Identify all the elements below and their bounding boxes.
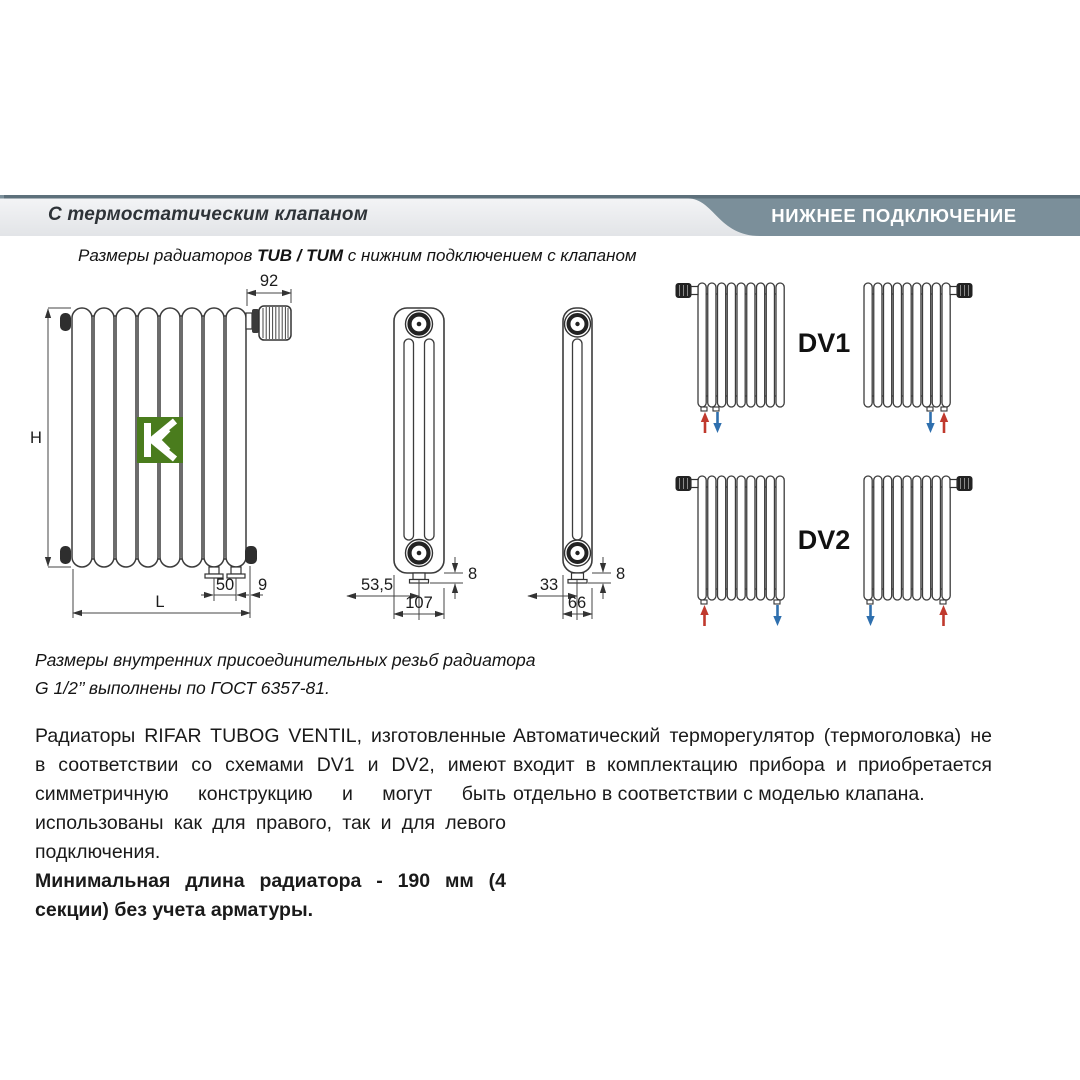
dv2-left-supply-arrow-icon [700, 605, 708, 626]
dim-label-66: 66 [567, 594, 587, 612]
dim-label-107: 107 [405, 594, 433, 612]
dv2-left-valve-icon [676, 477, 698, 491]
dv2-left-return-arrow-icon [773, 605, 781, 626]
end-plug-top-left [60, 313, 71, 331]
paragraph-thermostat: Автоматический терморегулятор (термоголовка) не входит в комплектацию прибора и приобретается отдельно в соответствии с моделью клапана. [513, 725, 992, 805]
body-column-left [35, 722, 506, 925]
paragraph-symmetry: Радиаторы RIFAR TUBOG VENTIL, изготовленные в соответствии со схемами DV1 и DV2, имеют симметричную конструкцию и могут быть использованы как для правого, так и для левого подключения. [35, 725, 506, 863]
tub-bottom-port [406, 540, 433, 567]
dim-label-92: 92 [259, 272, 279, 290]
dimension-H [48, 308, 71, 567]
dv2-right-supply-arrow-icon [939, 605, 947, 626]
dim-label-L: L [155, 593, 165, 611]
dv2-right-return-arrow-icon [866, 605, 874, 626]
dv1-right-valve-icon [950, 284, 972, 298]
section-label: НИЖНЕЕ ПОДКЛЮЧЕНИЕ [771, 205, 1017, 226]
dv1-left-return-arrow-icon [713, 412, 721, 433]
paragraph-min-length: Минимальная длина радиатора - 190 мм (4 секции) без учета арматуры. [35, 870, 506, 921]
page-title: С термостатическим клапаном [48, 204, 368, 225]
side-view-tub [347, 308, 477, 620]
front-view-drawing [30, 272, 291, 618]
dv2-right-radiator [864, 476, 950, 600]
scheme-dv1 [676, 283, 972, 433]
dv1-left-supply-arrow-icon [701, 412, 709, 433]
end-plug-bottom-right [245, 546, 257, 564]
caption-part2: с нижним подключением с клапаном [343, 246, 637, 265]
dim-label-33: 33 [539, 576, 559, 594]
dimension-92 [247, 289, 291, 306]
dim-label-8-tum: 8 [616, 565, 626, 583]
dim-label-H: H [30, 429, 42, 447]
side-view-tum [528, 308, 625, 620]
thread-note-line1: Размеры внутренних присоединительных резьб радиатора [35, 650, 536, 670]
tum-bottom-port [565, 540, 591, 566]
tub-top-port [406, 311, 433, 338]
dim-label-53-5: 53,5 [360, 576, 394, 594]
dim-label-50: 50 [215, 576, 235, 594]
scheme-label-dv1: DV1 [797, 328, 851, 358]
body-column-right [513, 722, 992, 809]
tum-top-port [565, 311, 591, 337]
thread-note [35, 646, 535, 702]
caption-model-names: TUB / TUM [257, 246, 344, 265]
scheme-dv2 [676, 476, 972, 626]
caption-part1: Размеры радиаторов [78, 246, 258, 265]
store-logo [137, 417, 183, 463]
scheme-label-dv2: DV2 [797, 525, 851, 555]
dv1-right-supply-arrow-icon [940, 412, 948, 433]
end-plug-bottom-left [60, 546, 71, 564]
dim-label-9: 9 [258, 576, 268, 594]
thread-note-line2: G 1/2’’ выполнены по ГОСТ 6357-81. [35, 678, 330, 698]
dv1-left-valve-icon [676, 284, 698, 298]
dim-label-8-tub: 8 [468, 565, 478, 583]
dv2-right-valve-icon [950, 477, 972, 491]
dv1-right-return-arrow-icon [926, 412, 934, 433]
thermostatic-valve [246, 306, 291, 340]
dv1-left-radiator [698, 283, 784, 407]
dv2-left-radiator [698, 476, 784, 600]
dv1-right-radiator [864, 283, 950, 407]
